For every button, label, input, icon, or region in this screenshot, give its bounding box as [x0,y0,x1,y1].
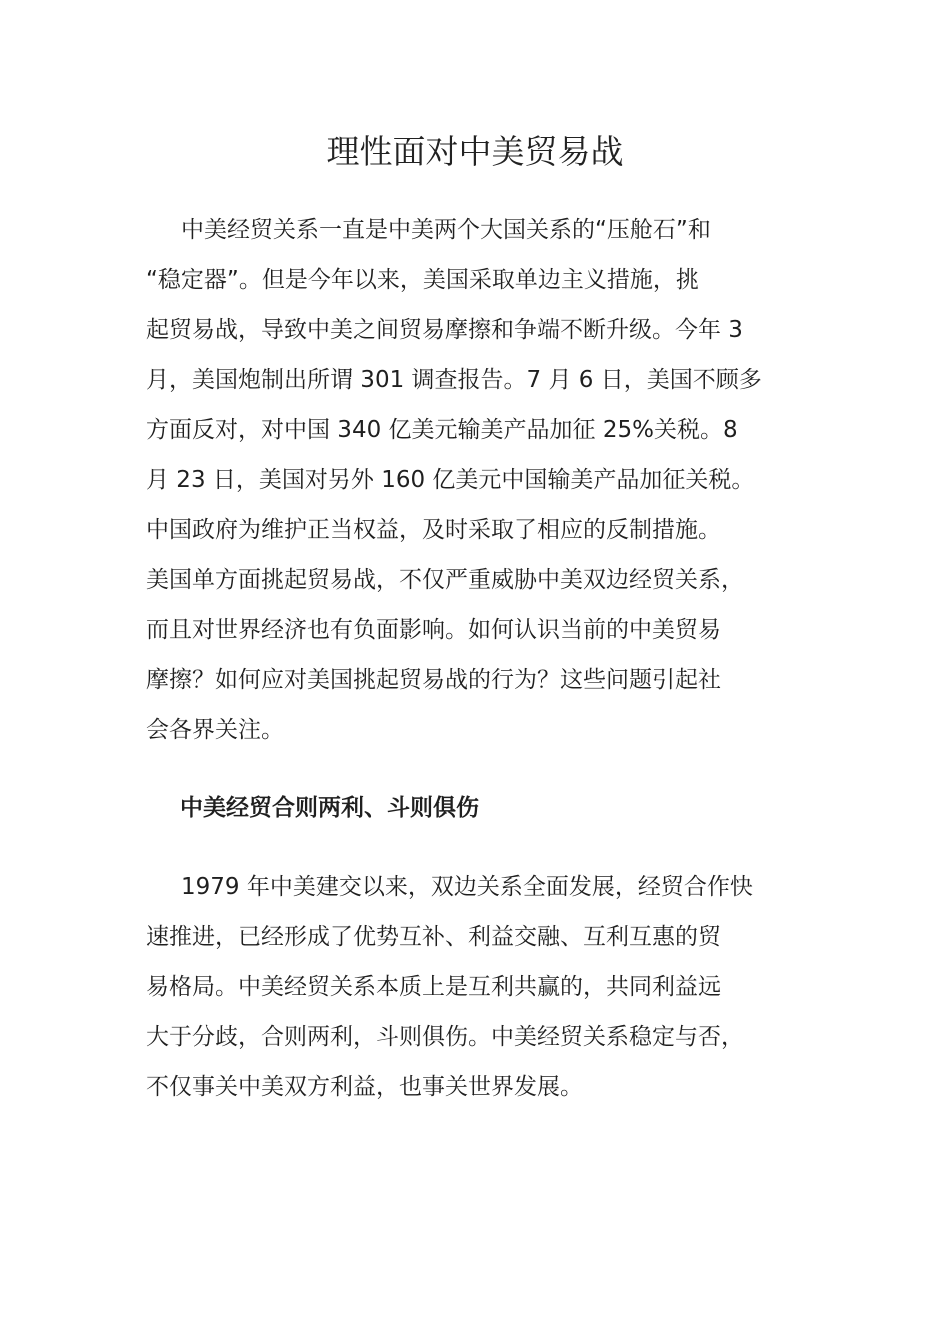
paragraph-intro [146,205,806,755]
paragraph-line: 而且对世界经济也有负面影响。如何认识当前的中美贸易 [146,617,721,643]
paragraph-line: 1979 年中美建交以来，双边关系全面发展，经贸合作快 [181,874,753,900]
paragraph-line: 不仅事关中美双方利益，也事关世界发展。 [146,1074,583,1100]
paragraph-line: 美国单方面挑起贸易战，不仅严重威胁中美双边经贸关系， [146,567,744,593]
paragraph-line: “稳定器”。但是今年以来，美国采取单边主义措施，挑 [146,267,699,293]
paragraph-line: 速推进，已经形成了优势互补、利益交融、互利互惠的贸 [146,924,721,950]
paragraph-line: 月 23 日，美国对另外 160 亿美元中国输美产品加征关税。 [146,467,755,493]
paragraph-section-1 [146,862,806,1112]
document-title: 理性面对中美贸易战 [326,132,624,171]
paragraph-line: 易格局。中美经贸关系本质上是互利共赢的，共同利益远 [146,974,721,1000]
paragraph-line: 起贸易战，导致中美之间贸易摩擦和争端不断升级。今年 3 [146,317,743,343]
paragraph-line: 中国政府为维护正当权益，及时采取了相应的反制措施。 [146,517,721,543]
paragraph-line: 方面反对，对中国 340 亿美元输美产品加征 25%关税。8 [146,417,738,443]
section-heading: 中美经贸合则两利、斗则俱伤 [180,795,479,821]
paragraph-line: 会各界关注。 [146,717,284,743]
paragraph-line: 月，美国炮制出所谓 301 调查报告。7 月 6 日，美国不顾多 [146,367,762,393]
paragraph-line: 摩擦？如何应对美国挑起贸易战的行为？这些问题引起社 [146,667,721,693]
paragraph-line: 中美经贸关系一直是中美两个大国关系的“压舱石”和 [181,217,711,243]
paragraph-line: 大于分歧，合则两利，斗则俱伤。中美经贸关系稳定与否， [146,1024,744,1050]
